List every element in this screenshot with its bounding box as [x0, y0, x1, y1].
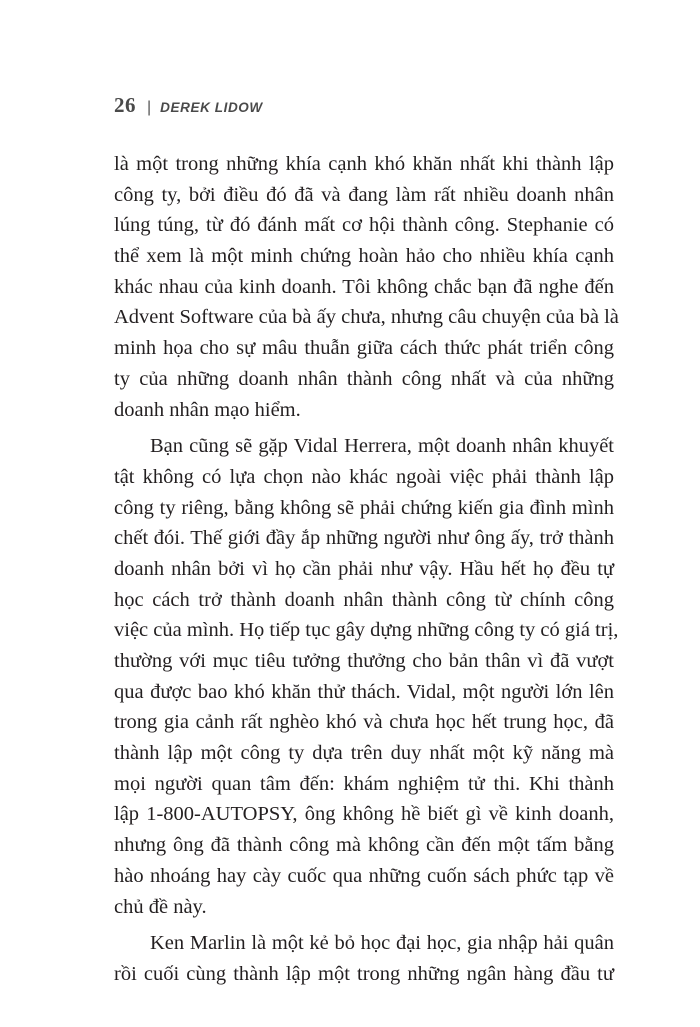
text-line: hào nhoáng hay cày cuốc qua những cuốn sách phức tạp về	[114, 864, 614, 887]
page-number: 26	[114, 93, 136, 117]
text-line: là một trong những khía cạnh khó khăn nhất khi thành lập	[114, 153, 614, 175]
text-line: lúng túng, từ đó đánh mất cơ hội thành công. Stephanie có	[114, 214, 614, 237]
paragraph-1	[114, 149, 619, 425]
text-line: mọi người quan tâm đến: khám nghiệm tử thi. Khi thành	[114, 772, 614, 795]
text-line: chết đói. Thế giới đầy ắp những người như ông ấy, trở thành	[114, 527, 614, 550]
text-line: thể xem là một minh chứng hoàn hảo cho nhiều khía cạnh	[114, 245, 614, 268]
text-line: tật không có lựa chọn nào khác ngoài việc phải thành lập	[114, 465, 614, 488]
text-line: doanh nhân bởi vì họ cần phải như vậy. Hầu hết họ đều tự	[114, 557, 614, 580]
text-line: trong gia cảnh rất nghèo khó và chưa học hết trung học, đã	[114, 711, 614, 734]
text-line: Bạn cũng sẽ gặp Vidal Herrera, một doanh nhân khuyết	[150, 435, 614, 458]
text-line: học cách trở thành doanh nhân thành công từ chính công	[114, 588, 614, 611]
paragraph-3	[114, 928, 614, 989]
body-text	[114, 149, 619, 990]
text-line: công ty riêng, bằng không sẽ phải chứng kiến gia đình mình	[114, 496, 614, 519]
text-line: ty của những doanh nhân thành công nhất và của những	[114, 367, 614, 390]
text-line: thành lập một công ty dựa trên duy nhất một kỹ năng mà	[114, 742, 614, 765]
author-name: DEREK LIDOW	[160, 100, 263, 115]
text-line: công ty, bởi điều đó đã và đang làm rất nhiều doanh nhân	[114, 183, 614, 206]
text-line: Ken Marlin là một kẻ bỏ học đại học, gia nhập hải quân	[150, 932, 614, 955]
text-line: khác nhau của kinh doanh. Tôi không chắc bạn đã nghe đến	[114, 275, 614, 298]
paragraph-2	[114, 431, 619, 922]
text-line: chủ đề này.	[114, 895, 207, 918]
text-line: Advent Software của bà ấy chưa, nhưng câu chuyện của bà là	[114, 306, 619, 329]
text-line: doanh nhân mạo hiểm.	[114, 398, 301, 421]
text-line: nhưng ông đã thành công mà không cần đến một tấm bằng	[114, 834, 614, 857]
text-line: việc của mình. Họ tiếp tục gây dựng những công ty có giá trị,	[114, 619, 619, 642]
running-header	[114, 93, 263, 119]
text-line: rồi cuối cùng thành lập một trong những ngân hàng đầu tư	[114, 962, 614, 985]
text-line: minh họa cho sự mâu thuẫn giữa cách thức phát triển công	[114, 337, 614, 360]
header-separator: |	[147, 99, 152, 116]
text-line: thường với mục tiêu tưởng thưởng cho bản thân vì đã vượt	[114, 650, 614, 672]
text-line: qua được bao khó khăn thử thách. Vidal, một người lớn lên	[114, 680, 614, 703]
text-line: lập 1-800-AUTOPSY, ông không hề biết gì về kinh doanh,	[114, 803, 614, 826]
